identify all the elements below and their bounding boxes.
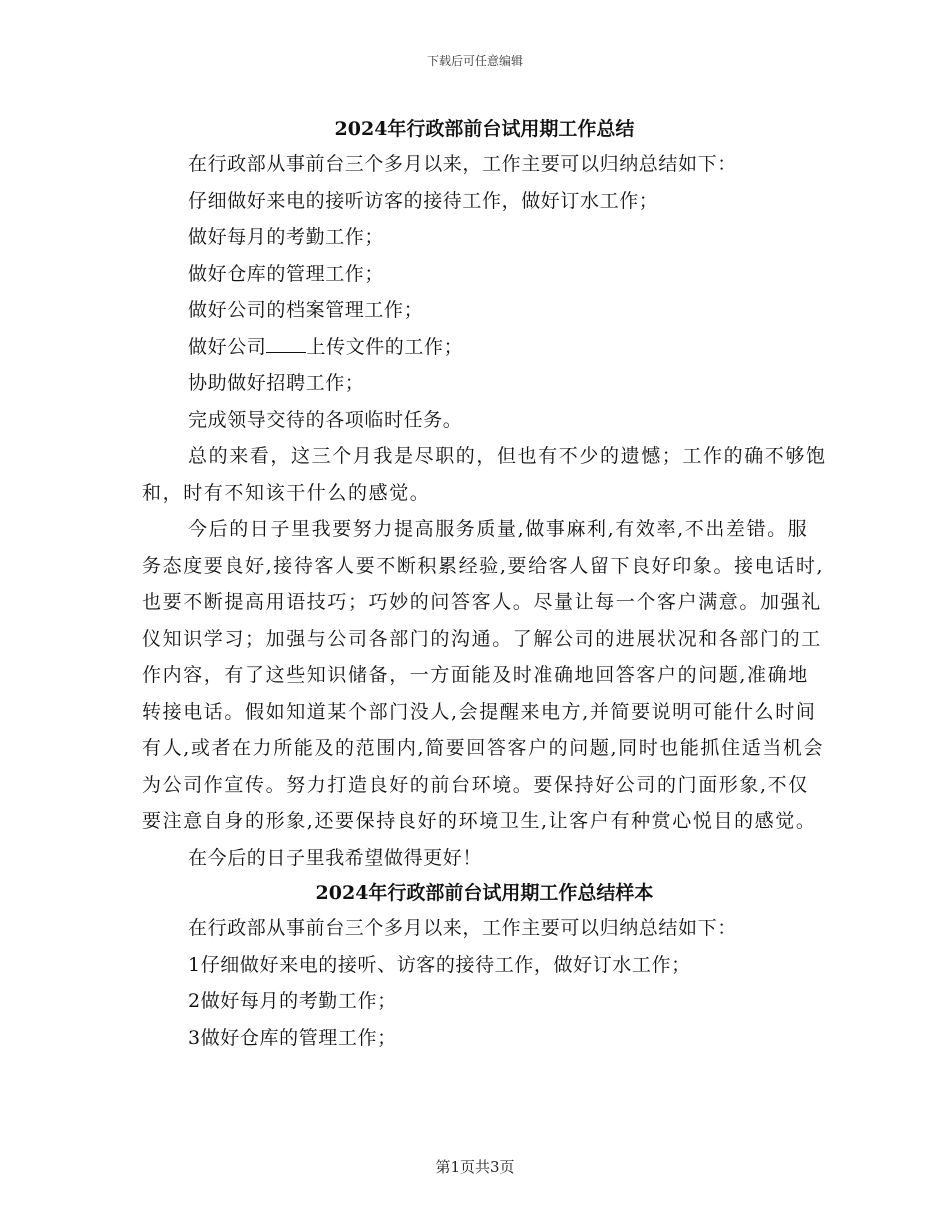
plan-paragraph: 今后的日子里我要努力提高服务质量,做事麻利,有效率,不出差错。服务态度要良好,接待客人要不断积累经验,要给客人留下良好印象。接电话时,也要不断提高用语技巧；巧妙的问答客人。尽量让每一个客户满意。加强礼仪知识学习；加强与公司各部门的沟通。了解公司的进展状况和各部门的工作内容，有了这些知识储备，一方面能及时准确地回答客户的问题,准确地转接电话。假如知道某个部门没人,会提醒来电方,并简要说明可能什么时间有人,或者在力所能及的范围内,简要回答客户的问题,同时也能抓住适当机会为公司作宣传。努力打造良好的前台环境。要保持好公司的门面形象,不仅要注意自身的形象,还要保持良好的环境卫生,让客户有种赏心悦目的感觉。 [142,518,825,832]
second-document-title: 2024年行政部前台试用期工作总结样本 [315,882,654,904]
intro-paragraph: 在行政部从事前台三个多月以来，工作主要可以归纳总结如下： [188,917,737,939]
document-title: 2024年行政部前台试用期工作总结 [334,118,635,140]
document-body [142,112,827,1056]
page-header: 下载后可任意编辑 [426,54,523,68]
page-footer: 第1页共3页 [435,1158,515,1176]
list-item: 完成领导交待的各项临时任务。 [188,408,463,431]
list-item: 1仔细做好来电的接听、访客的接待工作，做好订水工作； [188,953,691,976]
list-item: 做好仓库的管理工作； [188,262,385,285]
list-item-text: 做好公司 [188,335,267,358]
intro-paragraph: 在行政部从事前台三个多月以来，工作主要可以归纳总结如下： [188,153,737,175]
fill-in-blank [266,335,306,353]
list-item-text: 上传文件的工作； [306,335,464,358]
list-item: 2做好每月的考勤工作； [188,990,397,1012]
list-item: 3做好仓库的管理工作； [188,1026,397,1049]
list-item: 仔细做好来电的接听访客的接待工作，做好订水工作； [188,189,659,212]
list-item [142,329,827,366]
closing-paragraph: 在今后的日子里我希望做得更好！ [188,846,483,869]
list-item: 做好公司的档案管理工作； [188,299,424,321]
summary-paragraph: 总的来看，这三个月我是尽职的，但也有不少的遗憾；工作的确不够饱和，时有不知该干什么的感觉。 [142,445,827,504]
list-item: 做好每月的考勤工作； [188,226,385,248]
list-item: 协助做好招聘工作； [188,372,365,394]
